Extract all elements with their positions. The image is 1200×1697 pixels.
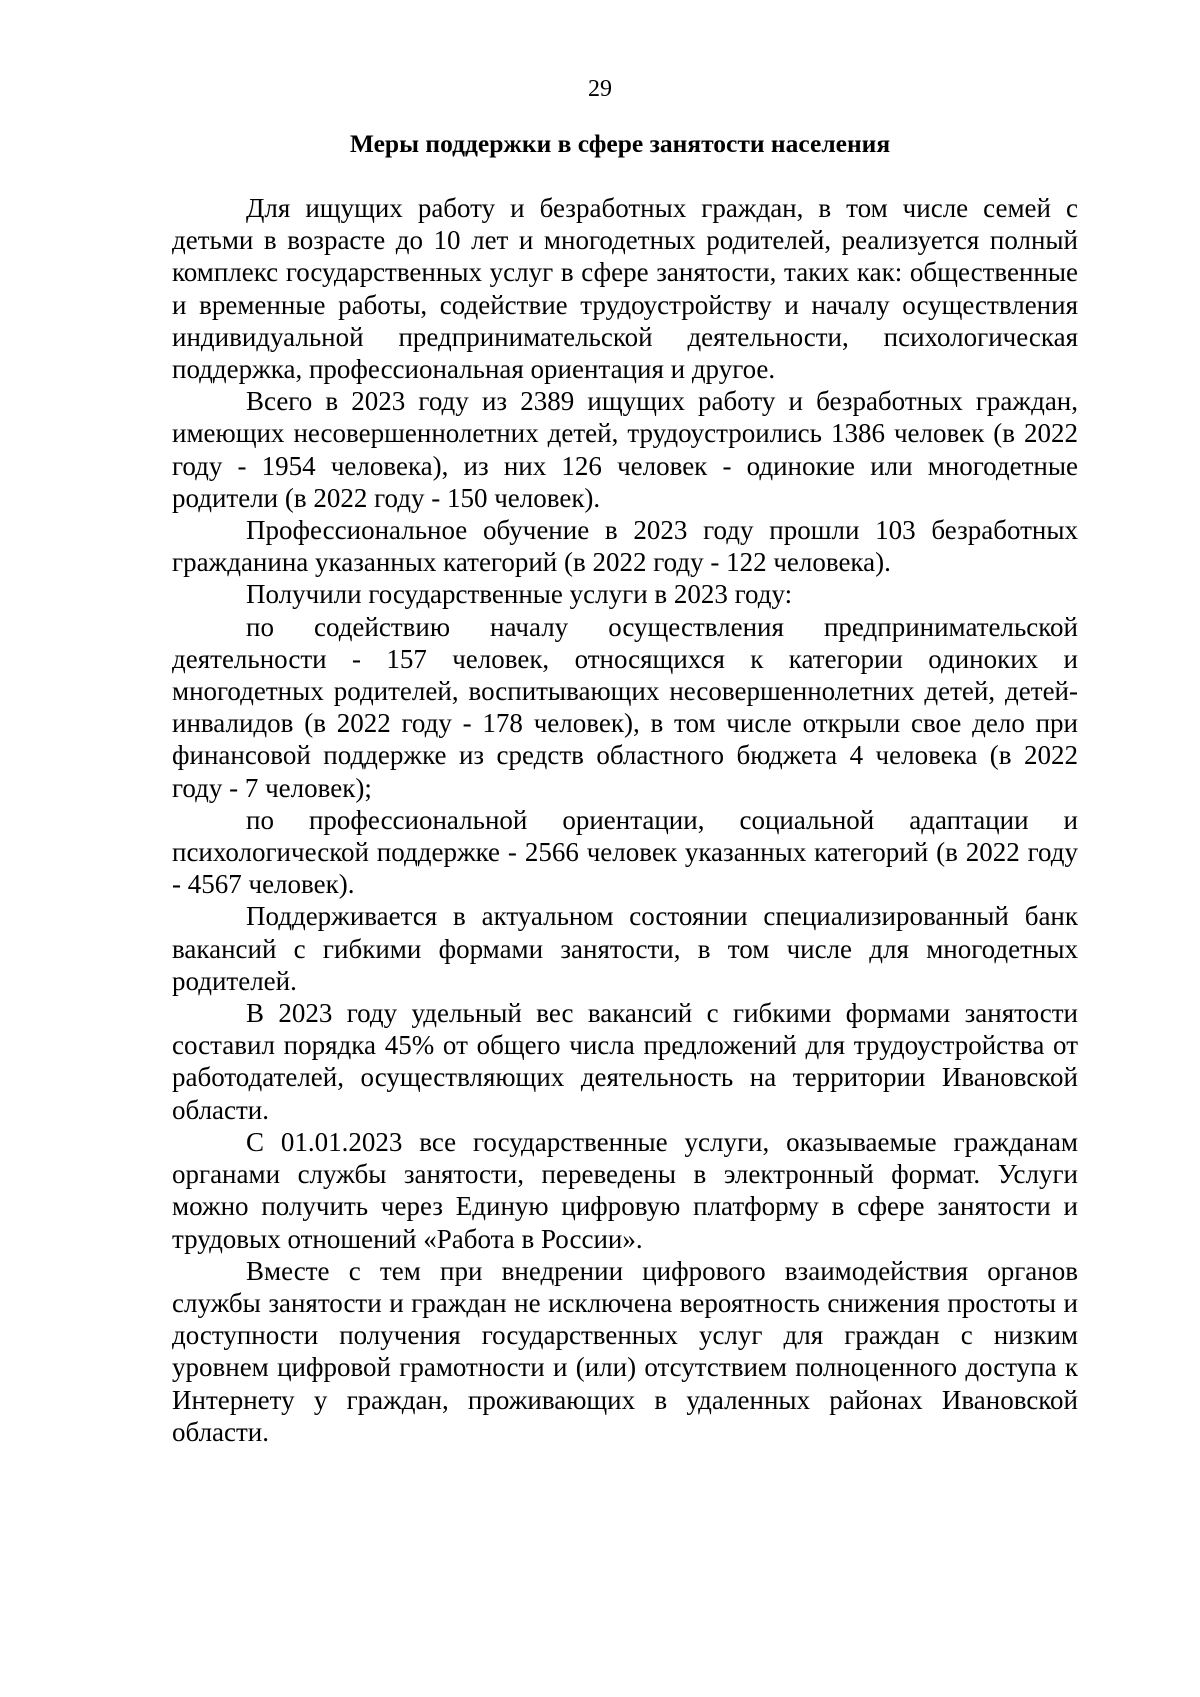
paragraph-services-heading: Получили государственные услуги в 2023 году: (246, 579, 793, 610)
paragraph-vacancy-bank: Поддерживается в актуальном состоянии специализированный банк вакансий с гибкими формами занятости, в том числе для многодетных родителей. (172, 901, 1078, 996)
paragraph-training: Профессиональное обучение в 2023 году прошли 103 безработных гражданина указанных категорий (в 2022 году - 122 человека). (172, 515, 1078, 578)
body-text (172, 192, 1078, 1448)
paragraph-digital-risks: Вместе с тем при внедрении цифрового взаимодействия органов службы занятости и граждан не исключена вероятность снижения простоты и доступности получения государственных услуг для граждан с низким уровнем цифровой грамотности и (или) отсутствием полноценного доступа к Интернету у граждан, проживающих в удаленных районах Ивановской области. (172, 1255, 1078, 1447)
paragraph-entrepreneurship: по содействию началу осуществления предпринимательской деятельности - 157 человек, относящихся к категории одиноких и многодетных родителей, воспитывающих несовершеннолетних детей, детей-инвалидов (в 2022 году - 178 человек), в том числе открыли свое дело при финансовой поддержке из средств областного бюджета 4 человека (в 2022 году - 7 человек); (172, 611, 1078, 803)
paragraph-orientation: по профессиональной ориентации, социальной адаптации и психологической поддержке - 2566 человек указанных категорий (в 2022 году - 4567 человек). (172, 804, 1078, 900)
section-title: Меры поддержки в сфере занятости населения (349, 129, 891, 158)
page-number: 29 (588, 76, 612, 102)
paragraph-digital-services: С 01.01.2023 все государственные услуги, оказываемые гражданам органами службы занятости, переведены в электронный формат. Услуги можно получить через Единую цифровую платформу в сфере занятости и трудовых отношений «Работа в России». (172, 1126, 1078, 1254)
paragraph-flexible-share: В 2023 году удельный вес вакансий с гибкими формами занятости составил порядка 45% от общего числа предложений для трудоустройства от работодателей, осуществляющих деятельность на территории Ивановской области. (172, 998, 1078, 1125)
paragraph-intro: Для ищущих работу и безработных граждан, в том числе семей с детьми в возрасте до 10 лет и многодетных родителей, реализуется полный комплекс государственных услуг в сфере занятости, таких как: общественные и временные работы, содействие трудоустройству и началу осуществления индивидуальной предпринимательской деятельности, психологическая поддержка, профессиональная ориентация и другое. (172, 193, 1078, 385)
paragraph-employment-stats: Всего в 2023 году из 2389 ищущих работу и безработных граждан, имеющих несовершеннолетних детей, трудоустроились 1386 человек (в 2022 году - 1954 человека), из них 126 человек - одинокие или многодетные родители (в 2022 году - 150 человек). (172, 386, 1078, 513)
